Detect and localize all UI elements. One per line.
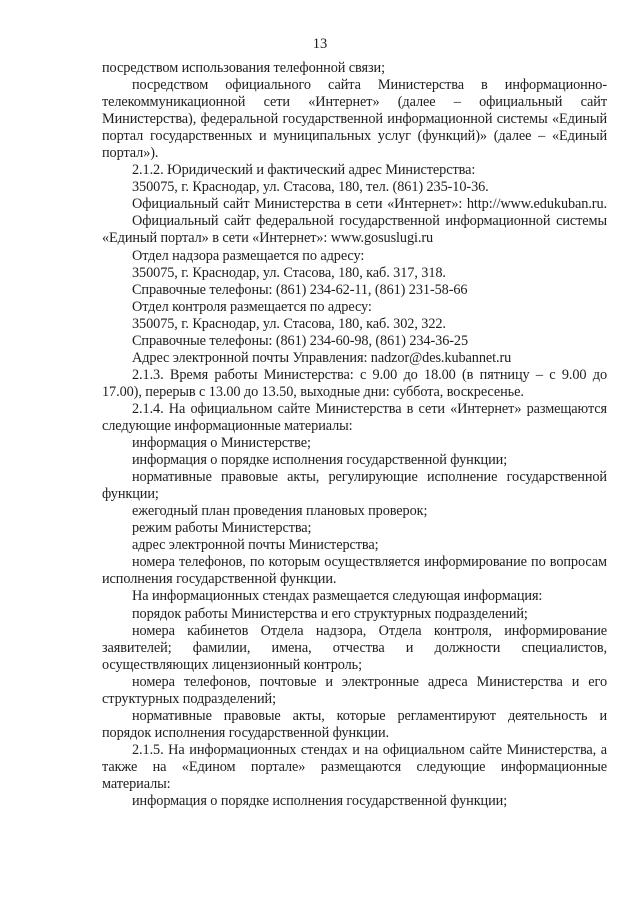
paragraph-supervision-dept: Отдел надзора размещается по адресу: <box>132 247 365 264</box>
list-item: нормативные правовые акты, которые регламентируют деятельность и порядок исполнения государственной функции. <box>102 707 607 741</box>
list-item: номера кабинетов Отдела надзора, Отдела контроля, информирование заявителей; фамилии, имена, отчества и должности специалистов, осуществляющих лицензионный контроль; <box>102 622 607 673</box>
paragraph-address: 350075, г. Краснодар, ул. Стасова, 180, тел. (861) 235-10-36. <box>132 179 489 196</box>
list-item: нормативные правовые акты, регулирующие исполнение государственной функции; <box>102 469 607 503</box>
list-item: режим работы Министерства; <box>132 520 312 537</box>
list-item: номера телефонов, по которым осуществляется информирование по вопросам исполнения государственной функции. <box>102 554 607 588</box>
paragraph-portal-site: Официальный сайт федеральной государственной информационной системы «Единый портал» в сети «Интернет»: www.gosuslugi.ru <box>102 213 607 247</box>
paragraph-control-dept: Отдел контроля размещается по адресу: <box>132 298 372 315</box>
paragraph-website: посредством официального сайта Министерства в информационно-телекоммуникационной сети «Интернет» (далее – официальный сайт Министерства), федеральной государственной информационной системы «Единый портал государственных и муниципальных услуг (функций)» (далее – «Единый портал»). <box>102 77 607 162</box>
paragraph-working-hours: 2.1.3. Время работы Министерства: с 9.00 до 18.00 (в пятницу – с 9.00 до 17.00), перерыв с 13.00 до 13.50, выходные дни: суббота, воскресенье. <box>102 366 607 400</box>
paragraph-site-materials: 2.1.4. На официальном сайте Министерства в сети «Интернет» размещаются следующие информационные материалы: <box>102 400 607 434</box>
paragraph-supervision-phones: Справочные телефоны: (861) 234-62-11, (861) 231-58-66 <box>132 281 468 298</box>
paragraph-supervision-address: 350075, г. Краснодар, ул. Стасова, 180, каб. 317, 318. <box>132 264 446 281</box>
paragraph-address-heading: 2.1.2. Юридический и фактический адрес Министерства: <box>132 162 476 179</box>
paragraph-email: Адрес электронной почты Управления: nadzor@des.kubannet.ru <box>132 349 512 366</box>
list-item: адрес электронной почты Министерства; <box>132 537 379 554</box>
document-body <box>102 60 607 810</box>
list-item: информация о порядке исполнения государственной функции; <box>132 793 508 810</box>
paragraph-control-address: 350075, г. Краснодар, ул. Стасова, 180, каб. 302, 322. <box>132 315 446 332</box>
paragraph-phone: посредством использования телефонной связи; <box>102 60 385 76</box>
list-item: информация о порядке исполнения государственной функции; <box>132 452 508 469</box>
page-number: 13 <box>312 36 328 52</box>
list-item: ежегодный план проведения плановых проверок; <box>132 503 428 520</box>
paragraph-stands-and-site: 2.1.5. На информационных стендах и на официальном сайте Министерства, а также на «Едином портале» размещаются следующие информационные материалы: <box>102 741 607 792</box>
paragraph-official-site: Официальный сайт Министерства в сети «Интернет»: http://www.edukuban.ru. <box>132 196 607 213</box>
list-item: порядок работы Министерства и его структурных подразделений; <box>132 605 528 622</box>
paragraph-control-phones: Справочные телефоны: (861) 234-60-98, (861) 234-36-25 <box>132 332 468 349</box>
list-item: информация о Министерстве; <box>132 435 311 452</box>
list-item: номера телефонов, почтовые и электронные адреса Министерства и его структурных подразделений; <box>102 673 607 707</box>
paragraph-stands-heading: На информационных стендах размещается следующая информация: <box>132 588 543 605</box>
